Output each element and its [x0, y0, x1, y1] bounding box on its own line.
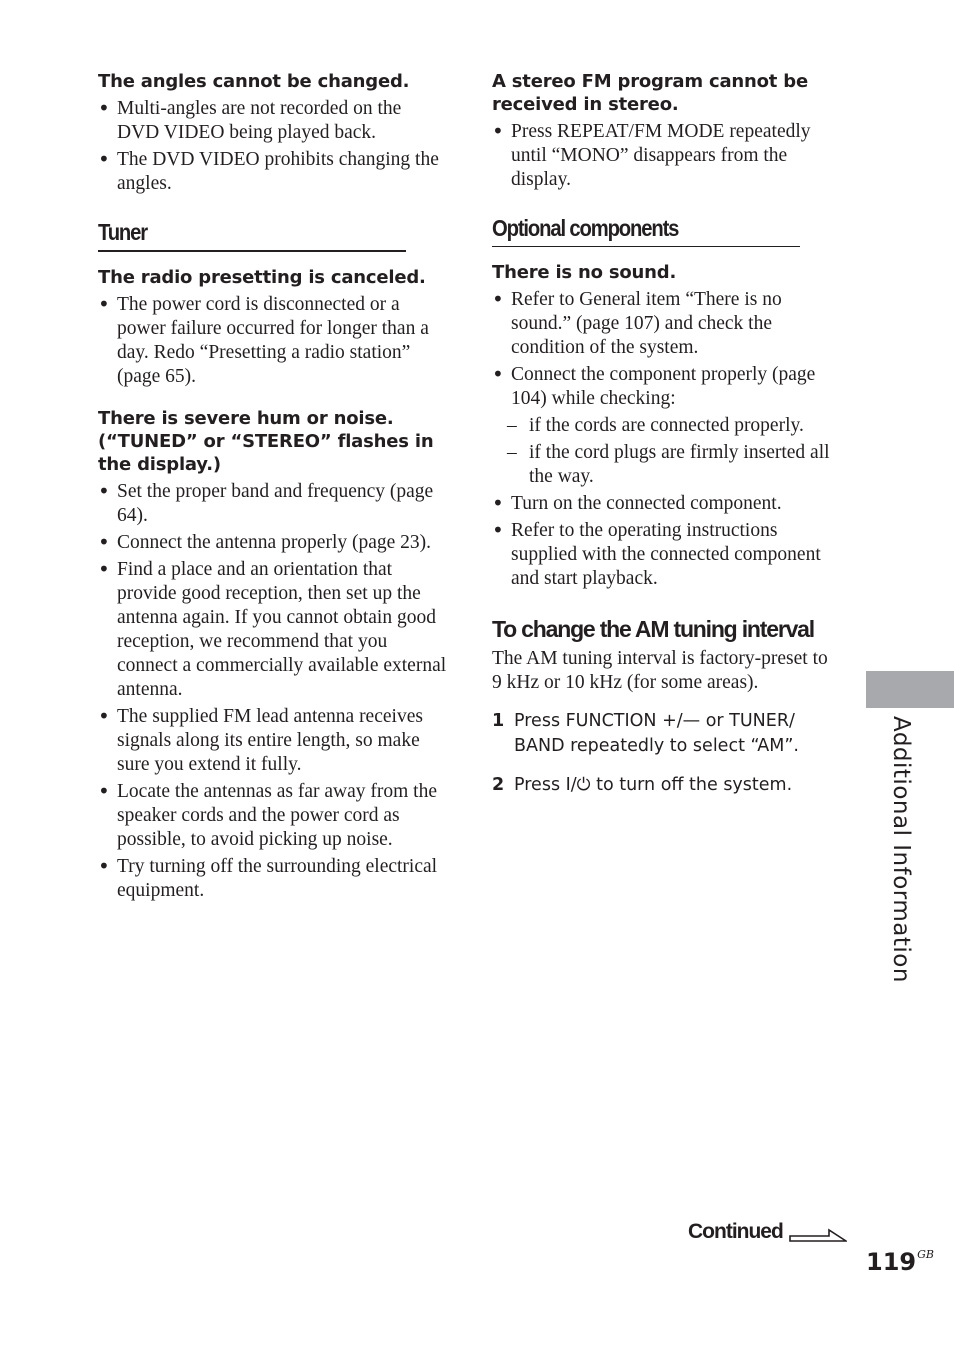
- page-number: [866, 1248, 934, 1276]
- am-interval-title: To change the AM tuning interval: [492, 616, 814, 642]
- preset-heading: The radio presetting is canceled.: [98, 267, 426, 288]
- am-interval-intro: The AM tuning interval is factory-preset to 9 kHz or 10 kHz (for some areas).: [492, 648, 828, 693]
- step-text: Press I/⏻ to turn off the system.: [514, 775, 793, 795]
- step-number: 2: [492, 775, 505, 795]
- hum-heading: There is severe hum or noise. (“TUNED” or “STEREO” flashes in the display.): [98, 408, 434, 475]
- list-item: • Find a place and an orientation that provide good reception, then set up the antenna again. If you cannot obtain good reception, we recommend that you connect a commercially available external antenna.: [98, 558, 448, 702]
- list-item: • Press REPEAT/FM MODE repeatedly until “MONO” disappears from the display.: [492, 120, 842, 192]
- list-item: – if the cords are connected properly.: [492, 414, 842, 438]
- list-item: – if the cord plugs are firmly inserted all the way.: [492, 441, 842, 489]
- section-label: Additional Information: [888, 716, 914, 983]
- section-tab: [866, 671, 954, 708]
- step-number: 1: [492, 711, 505, 731]
- page-number-value: 119: [866, 1248, 917, 1276]
- stereo-list: [492, 120, 842, 192]
- step-1: [492, 709, 842, 759]
- list-item: • The power cord is disconnected or a power failure occurred for longer than a day. Redo “Presetting a radio station” (page 65).: [98, 293, 448, 389]
- step-text: Press FUNCTION +/— or TUNER/ BAND repeatedly to select “AM”.: [514, 711, 799, 756]
- right-column: [492, 70, 842, 812]
- no-sound-heading: There is no sound.: [492, 262, 677, 283]
- list-item: • Connect the component properly (page 104) while checking:: [492, 363, 842, 411]
- continued-label: Continued: [688, 1220, 783, 1243]
- left-column: [98, 70, 448, 906]
- optional-section-title: Optional components: [492, 214, 800, 247]
- list-item: • Try turning off the surrounding electrical equipment.: [98, 855, 448, 903]
- list-item: • Refer to the operating instructions supplied with the connected component and start playback.: [492, 519, 842, 591]
- no-sound-list-cont: [492, 492, 842, 591]
- no-sound-list: [492, 288, 842, 411]
- continued-indicator: [688, 1217, 847, 1247]
- check-list: [492, 414, 842, 489]
- arrow-right-icon: [789, 1219, 847, 1245]
- hum-list: [98, 480, 448, 903]
- list-item: • The DVD VIDEO prohibits changing the angles.: [98, 148, 448, 196]
- list-item: • The supplied FM lead antenna receives signals along its entire length, so make sure you extend it fully.: [98, 705, 448, 777]
- step-2: [492, 773, 842, 798]
- page-suffix: GB: [917, 1248, 934, 1261]
- list-item: • Refer to General item “There is no sound.” (page 107) and check the condition of the system.: [492, 288, 842, 360]
- list-item: • Locate the antennas as far away from the speaker cords and the power cord as possible, to avoid picking up noise.: [98, 780, 448, 852]
- list-item: • Set the proper band and frequency (page 64).: [98, 480, 448, 528]
- tuner-section-title: Tuner: [98, 218, 406, 252]
- angles-heading: The angles cannot be changed.: [98, 71, 410, 92]
- preset-list: [98, 293, 448, 389]
- list-item: • Connect the antenna properly (page 23).: [98, 531, 448, 555]
- angles-list: [98, 97, 448, 196]
- stereo-heading: A stereo FM program cannot be received in stereo.: [492, 71, 808, 115]
- list-item: • Turn on the connected component.: [492, 492, 842, 516]
- list-item: • Multi-angles are not recorded on the DVD VIDEO being played back.: [98, 97, 448, 145]
